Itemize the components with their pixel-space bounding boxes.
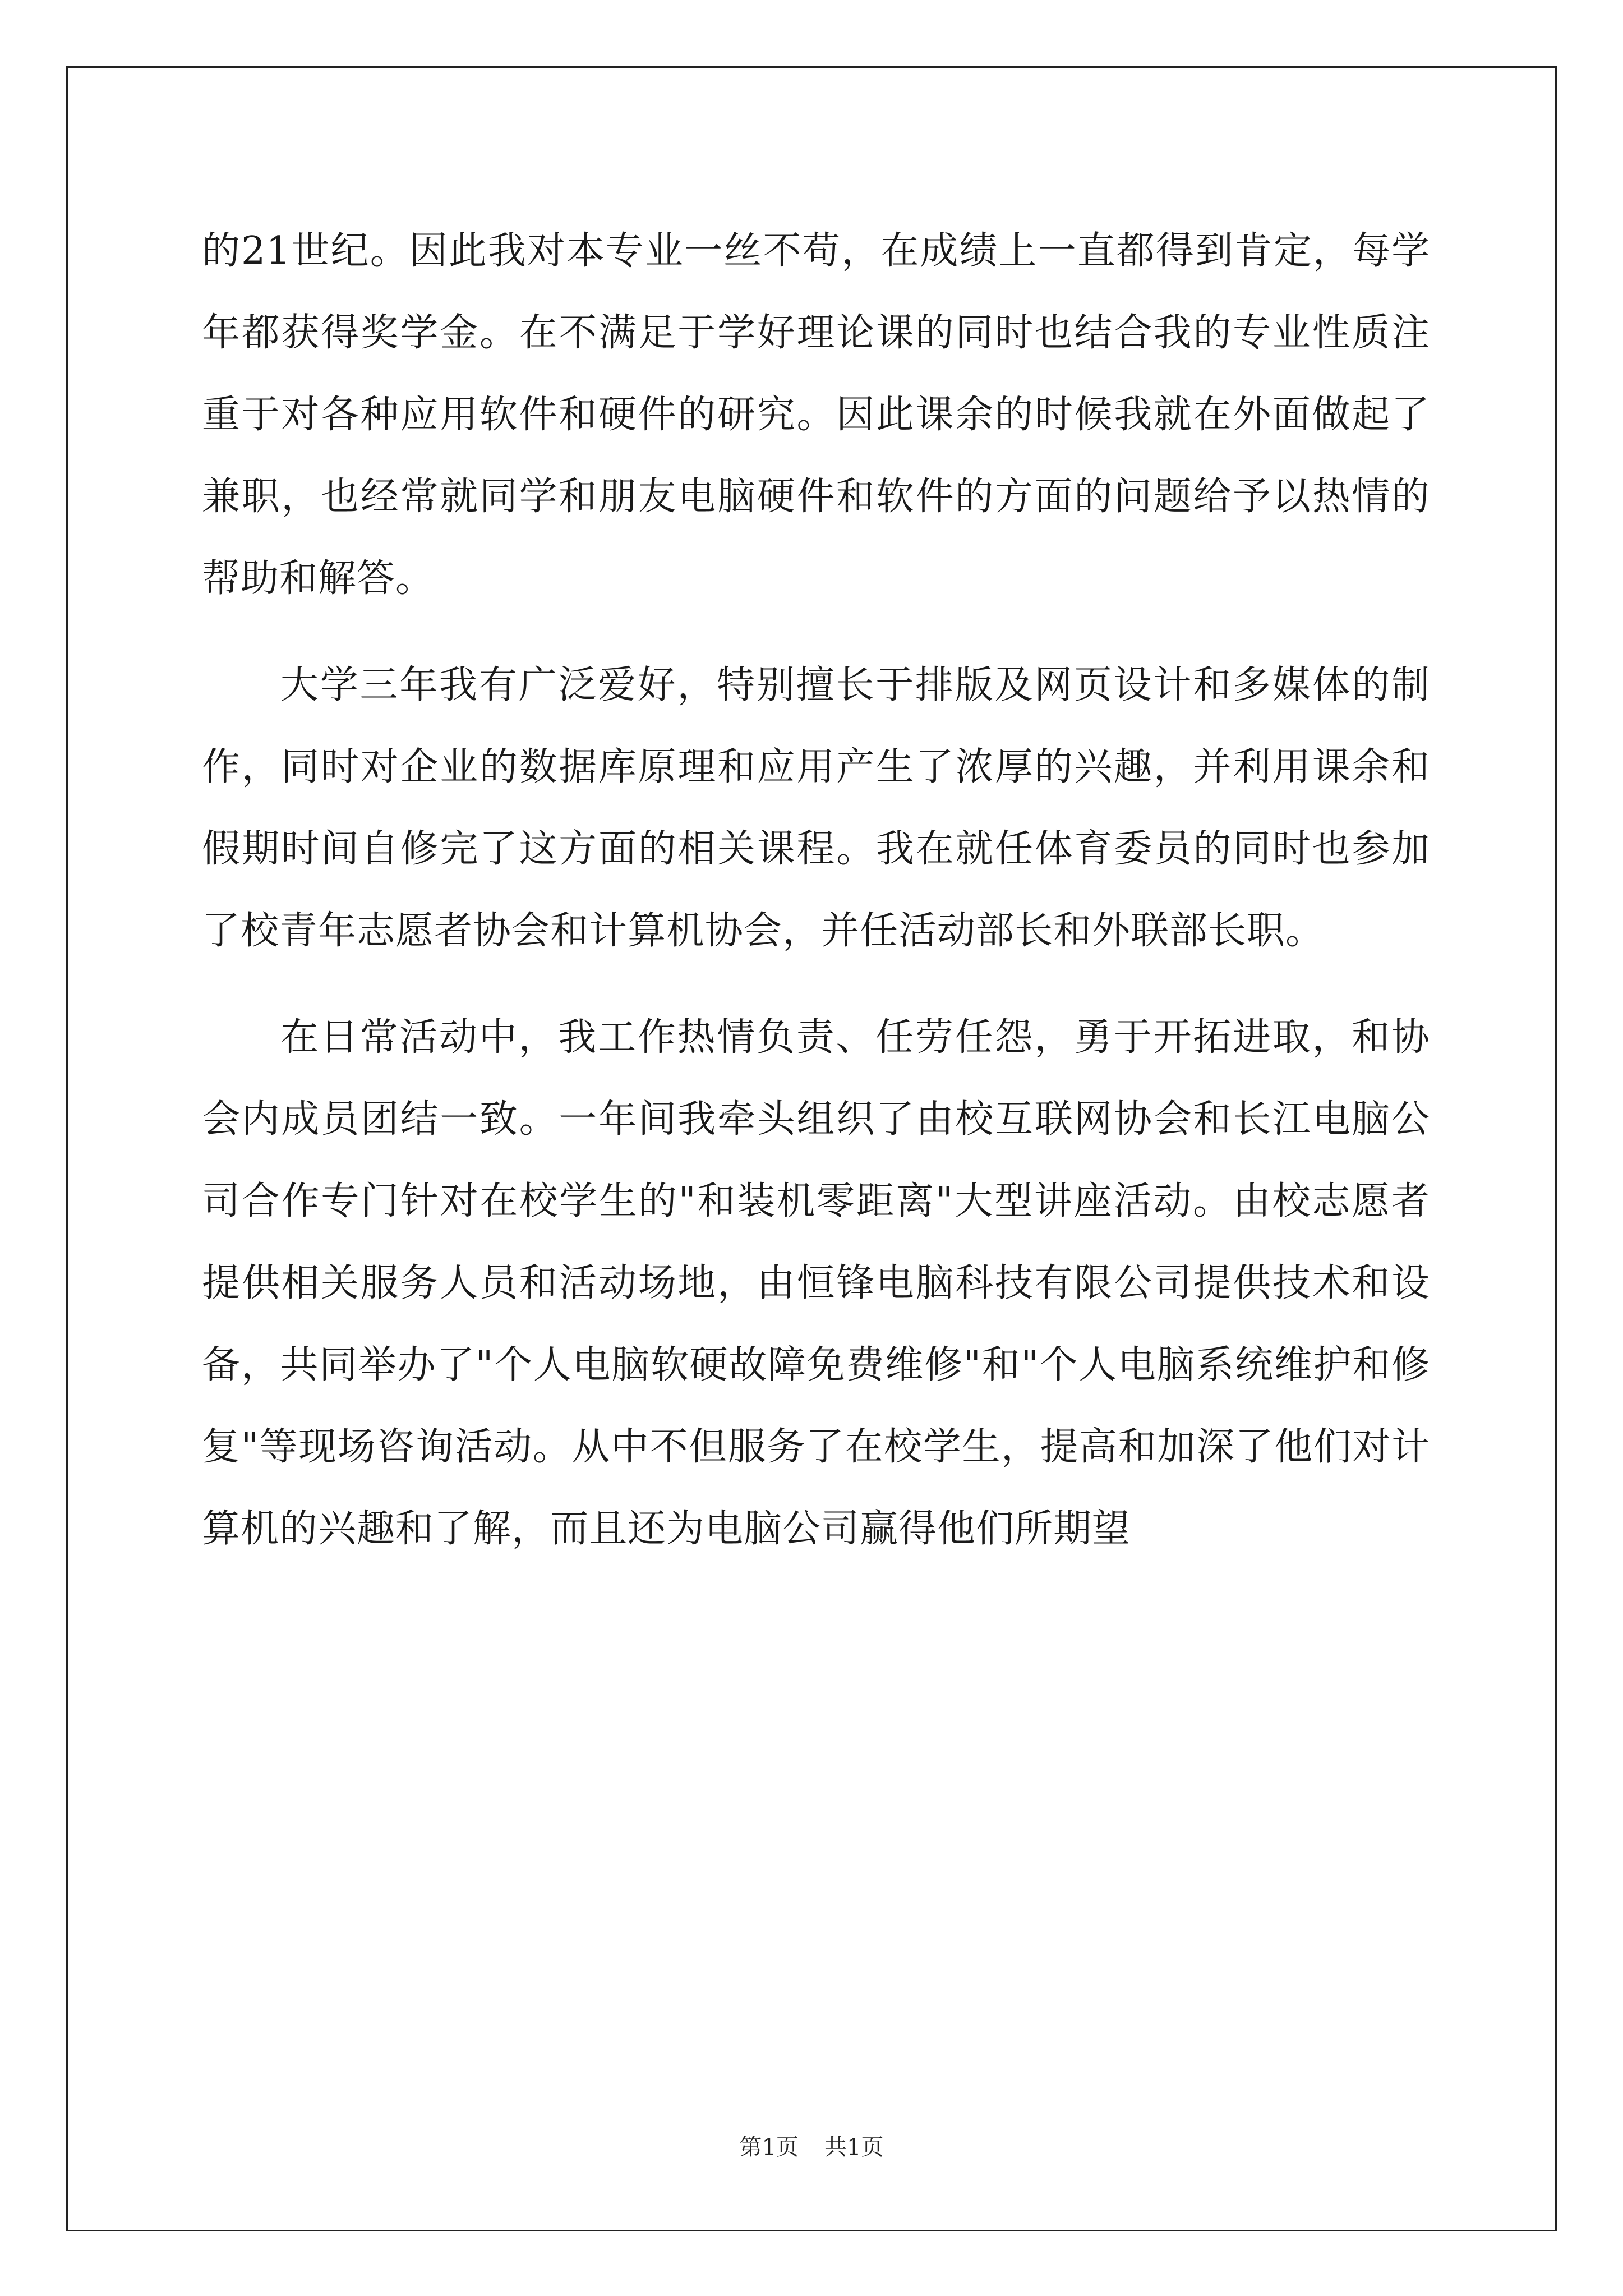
paragraph-2: 大学三年我有广泛爱好，特别擅长于排版及网页设计和多媒体的制作，同时对企业的数据库原理和应用产生了浓厚的兴趣，并利用课余和假期时间自修完了这方面的相关课程。我在就任体育委员的同时也参加了校青年志愿者协会和计算机协会，并任活动部长和外联部长职。 xyxy=(202,663,1430,953)
page-footer xyxy=(0,2132,1623,2163)
page-number: 第1页 xyxy=(739,2134,799,2160)
paragraph-1: 的21世纪。因此我对本专业一丝不苟，在成绩上一直都得到肯定，每学年都获得奖学金。在不满足于学好理论课的同时也结合我的专业性质注重于对各种应用软件和硬件的研究。因此课余的时候我就在外面做起了兼职，也经常就同学和朋友电脑硬件和软件的方面的问题给予以热情的帮助和解答。 xyxy=(202,229,1430,601)
page-total: 共1页 xyxy=(824,2134,884,2160)
paragraph-3: 在日常活动中，我工作热情负责、任劳任怨，勇于开拓进取，和协会内成员团结一致。一年间我牵头组织了由校互联网协会和长江电脑公司合作专门针对在校学生的"和装机零距离"大型讲座活动。由校志愿者提供相关服务人员和活动场地，由恒锋电脑科技有限公司提供技术和设备，共同举办了"个人电脑软硬故障免费维修"和"个人电脑系统维护和修复"等现场咨询活动。从中不但服务了在校学生，提高和加深了他们对计算机的兴趣和了解，而且还为电脑公司赢得他们所期望 xyxy=(202,1015,1430,1551)
document-body xyxy=(202,210,1430,1595)
